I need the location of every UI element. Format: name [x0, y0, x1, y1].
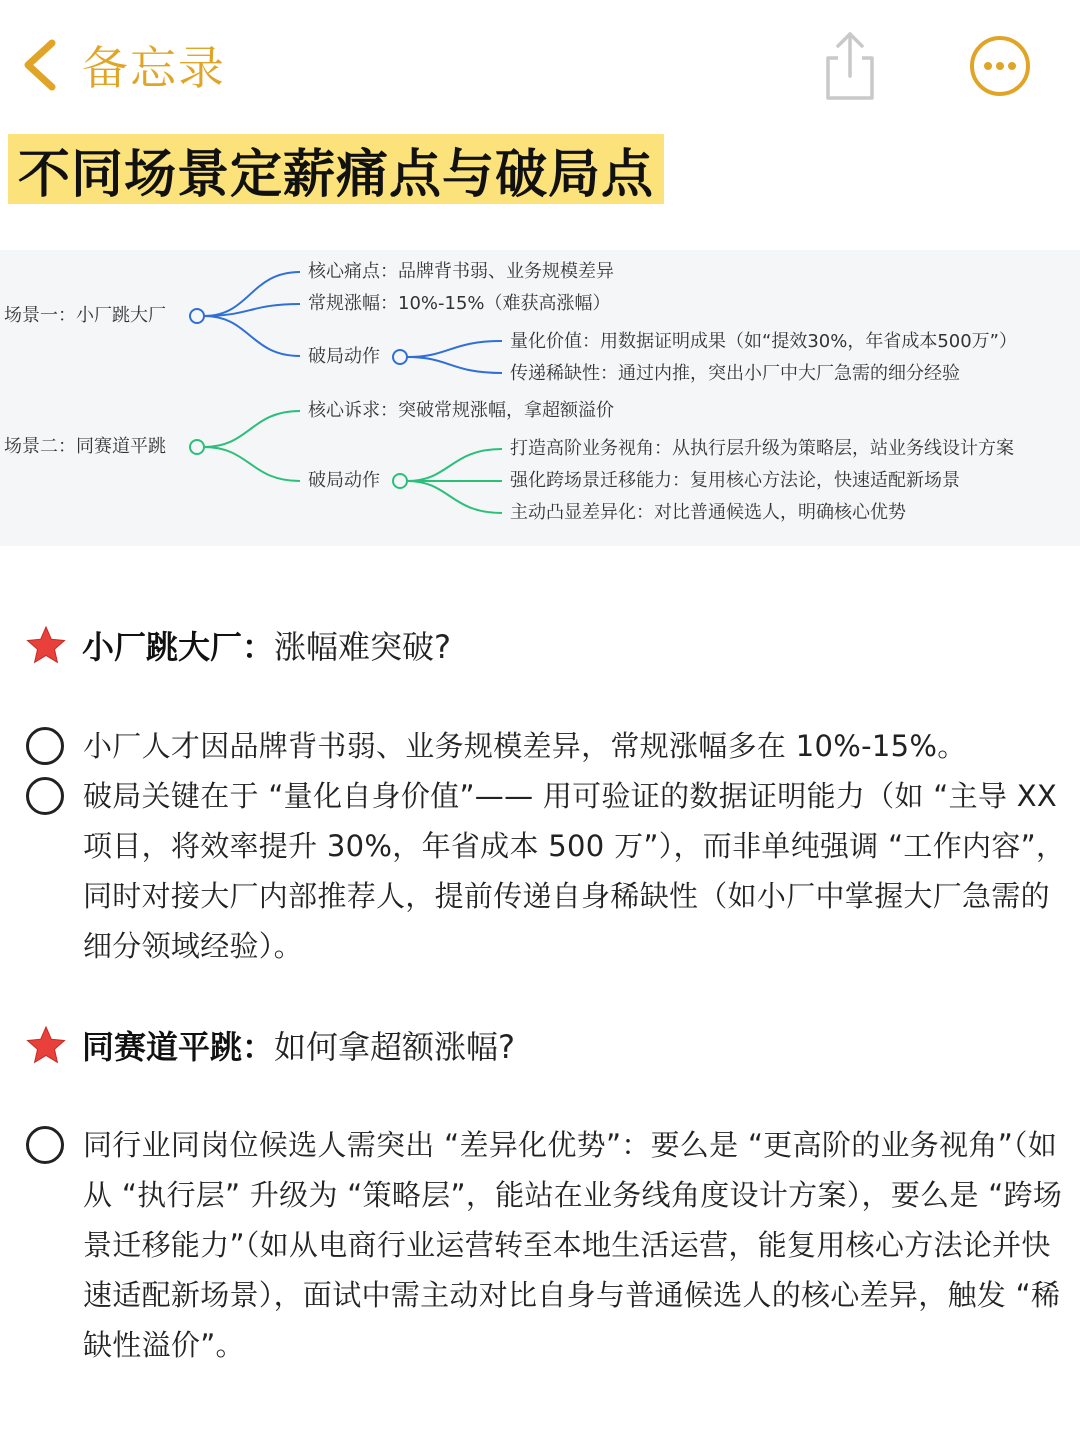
- connector-s2-item1: [407, 449, 502, 481]
- mindmap-scene1-action: 破局动作: [308, 346, 380, 367]
- connector-s1-item2: [407, 357, 502, 373]
- list-item: [26, 721, 1066, 771]
- mindmap-diagram: [0, 250, 1080, 546]
- connector-s2-item3: [407, 481, 502, 513]
- back-button[interactable]: [18, 30, 226, 100]
- section-heading: [26, 620, 451, 670]
- circle-bullet-icon: [26, 777, 64, 815]
- section-heading-bold: 同赛道平跳：: [82, 1028, 275, 1066]
- mindmap-scene2-action-item: 打造高阶业务视角：从执行层升级为策略层，站业务线设计方案: [510, 438, 1014, 459]
- star-icon: [26, 625, 66, 665]
- node-s2-root: [190, 440, 204, 454]
- section-heading: [26, 1020, 515, 1070]
- list-item-text: 同行业同岗位候选人需突出 “差异化优势”：要么是 “更高阶的业务视角”（如从 “执行层” 升级为 “策略层”，能站在业务线角度设计方案），要么是 “跨场景迁移能力”（如从电商行业运营转至本地生活运营，能复用核心方法论并快速适配新场景），面试中需主动对比自身与普通候选人的核心差异，触发 “稀缺性溢价”。: [83, 1128, 1063, 1362]
- ellipsis-circle-icon: [968, 34, 1032, 98]
- mindmap-scene1-pain: 核心痛点：品牌背书弱、业务规模差异: [308, 261, 614, 282]
- mindmap-scene1-action-item: 传递稀缺性：通过内推，突出小厂中大厂急需的细分经验: [510, 363, 960, 384]
- mindmap-scene2-action-item: 强化跨场景迁移能力：复用核心方法论，快速适配新场景: [510, 470, 960, 491]
- node-s2-action: [393, 474, 407, 488]
- mindmap-scene1-action-item: 量化价值：用数据证明成果（如“提效30%，年省成本500万”）: [510, 331, 1018, 352]
- chevron-left-icon: [18, 35, 60, 95]
- circle-bullet-icon: [26, 727, 64, 765]
- node-s1-action: [393, 350, 407, 364]
- title-highlight: [8, 134, 664, 204]
- mindmap-scene1-root: 场景一：小厂跳大厂: [4, 305, 166, 326]
- share-icon: [818, 30, 882, 102]
- section-heading-rest: 涨幅难突破?: [274, 628, 452, 666]
- list-item: [26, 1120, 1066, 1370]
- mindmap-scene2-action-item: 主动凸显差异化：对比普通候选人，明确核心优势: [510, 502, 906, 523]
- mindmap-scene2-root: 场景二：同赛道平跳: [4, 436, 166, 457]
- back-label: 备忘录: [82, 41, 226, 95]
- share-button[interactable]: [818, 30, 882, 102]
- mindmap-scene2-action: 破局动作: [308, 470, 380, 491]
- mindmap-scene1-raise: 常规涨幅：10%-15%（难获高涨幅）: [308, 293, 611, 314]
- connector-s1-action: [204, 316, 300, 356]
- connector-s2-action: [204, 447, 300, 481]
- section-heading-bold: 小厂跳大厂：: [82, 628, 275, 666]
- list-item-text: 小厂人才因品牌背书弱、业务规模差异，常规涨幅多在 10%-15%。: [83, 729, 967, 763]
- mindmap-scene2-demand: 核心诉求：突破常规涨幅，拿超额溢价: [308, 400, 614, 421]
- star-icon: [26, 1025, 66, 1065]
- more-options-button[interactable]: [968, 34, 1032, 98]
- connector-s1-item1: [407, 341, 502, 357]
- section-heading-rest: 如何拿超额涨幅?: [274, 1028, 516, 1066]
- page-title: 不同场景定薪痛点与破局点: [18, 144, 655, 205]
- nav-bar: [0, 0, 1080, 130]
- list-item-text: 破局关键在于 “量化自身价值”—— 用可验证的数据证明能力（如 “主导 XX 项目，将效率提升 30%，年省成本 500 万”），而非单纯强调 “工作内容”，同时对接大厂内部推荐人，提前传递自身稀缺性（如小厂中掌握大厂急需的细分领域经验）。: [83, 779, 1066, 963]
- circle-bullet-icon: [26, 1126, 64, 1164]
- list-item: [26, 771, 1066, 971]
- node-s1-root: [190, 309, 204, 323]
- connector-s2-demand: [204, 411, 300, 447]
